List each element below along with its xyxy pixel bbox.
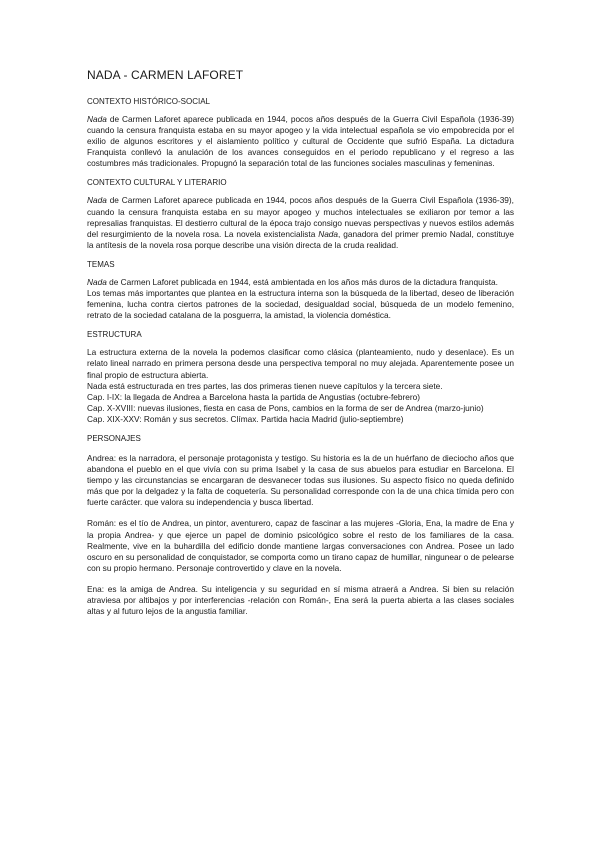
character-roman: Román: es el tío de Andrea, un pintor, aventurero, capaz de fascinar a las mujeres -Gloria, Ena, la madre de Ena y la propia Andrea- y que ejerce un papel de dominio psicológico sobre el resto de los familiares de la casa. Realmente, vive en la buhardilla del edificio donde mantiene largas conversaciones con Andrea. Posee un lado oscuro en su personalidad de conquistador, se comporta como un tirano capaz de humillar, ningunear o de pelearse con su propio hermano. Personaje controvertido y clave en la novela.: [87, 518, 514, 573]
paragraph-text: de Carmen Laforet publicada en 1944, está ambientada en los años más duros de la dictadura franquista.: [106, 276, 498, 287]
section-estructura: [87, 330, 514, 425]
section-heading: PERSONAJES: [87, 433, 141, 443]
section-contexto-cultural: [87, 178, 514, 250]
paragraph: [87, 195, 514, 250]
book-title-italic: Nada: [318, 228, 339, 239]
book-title-italic: Nada: [87, 276, 107, 287]
book-title-italic: Nada: [87, 114, 107, 124]
paragraph: Los temas más importantes que plantea en la estructura interna son la búsqueda de la libertad, deseo de liberación femenina, lucha contra ciertos patrones de la sociedad, desigualdad social, búsqueda de un modelo femenino, retrato de la sociedad catalana de la posguerra, la amistad, la violencia doméstica.: [87, 288, 514, 321]
section-temas: [87, 260, 514, 321]
paragraph: [87, 114, 514, 169]
paragraph-text: de Carmen Laforet aparece publicada en 1944, pocos años después de la Guerra Civil Española (1936-39), cuando la censura franquista estaba en su mayor apogeo y muchos intelectuales se exiliaron por temor a las represalias franquistas. El destierro cultural de la época trajo consigo nuevas perspectivas y nuevos estilos además del resurgimiento de la novela rosa. La novela existencialista: [87, 195, 514, 239]
section-contexto-historico: [87, 97, 514, 169]
document-title: NADA - CARMEN LAFORET: [87, 68, 244, 82]
paragraph: [87, 277, 514, 288]
character-andrea: Andrea: es la narradora, el personaje protagonista y testigo. Su historia es la de un huérfano de dieciocho años que abandona el pueblo en el que vivía con su prima Isabel y la casa de sus abuelos para estudiar en Barcelona. El tiempo y las circunstancias se encargaran de desvanecer todas sus ilusiones. Su aspecto físico no queda definido más que por la delgadez y la falta de coquetería. Su personalidad corresponde con la de una chica tímida pero con fuerte carácter. que valora su independencia y busca libertad.: [87, 452, 514, 508]
section-personajes: [87, 434, 514, 617]
character-ena: Ena: es la amiga de Andrea. Su inteligencia y su seguridad en sí misma atraerá a Andrea. Si bien su relación atraviesa por altibajos y por interferencias -relación con Román-, Ena será la puerta abierta a las clases sociales altas y al futuro lejos de la angustia familiar.: [87, 583, 514, 617]
paragraph-text: , ganadora del primer premio Nadal, constituye la antítesis de la novela rosa porque describe una visión directa de la cruda realidad.: [87, 228, 514, 250]
section-heading: CONTEXTO CULTURAL Y LITERARIO: [87, 178, 227, 188]
section-heading: CONTEXTO HISTÓRICO-SOCIAL: [87, 97, 210, 106]
chapter-line: Cap. XIX-XXV: Román y sus secretos. Clímax. Partida hacia Madrid (julio-septiembre): [87, 413, 404, 424]
paragraph-text: de Carmen Laforet aparece publicada en 1944, pocos años después de la Guerra Civil Española (1936-39) cuando la censura franquista estaba en su mayor apogeo y la vida intelectual española se vio empobrecida por el exilio de algunos escritores y el aislamiento político y cultural de Occidente que sufrió España. La dictadura Franquista conllevó la anulación de los avances conseguidos en el periodo republicano y el regreso a las costumbres más tradicionales. Propugnó la separación total de las funciones sociales masculinas y femeninas.: [87, 114, 514, 169]
paragraph: La estructura externa de la novela la podemos clasificar como clásica (planteamiento, nudo y desenlace). Es un relato lineal narrado en primera persona desde una perspectiva temporal no muy alejada. Aparentemente posee un final propio de estructura abierta.: [87, 347, 514, 380]
paragraph: Nada está estructurada en tres partes, las dos primeras tienen nueve capítulos y la tercera siete.: [87, 380, 443, 391]
chapter-line: Cap. I-IX: la llegada de Andrea a Barcelona hasta la partida de Angustias (octubre-febrero): [87, 391, 421, 402]
section-heading: ESTRUCTURA: [87, 330, 142, 340]
chapter-line: Cap. X-XVIII: nuevas ilusiones, fiesta en casa de Pons, cambios en la forma de ser de Andrea (marzo-junio): [87, 402, 484, 413]
book-title-italic: Nada: [87, 195, 107, 206]
section-heading: TEMAS: [87, 259, 115, 269]
